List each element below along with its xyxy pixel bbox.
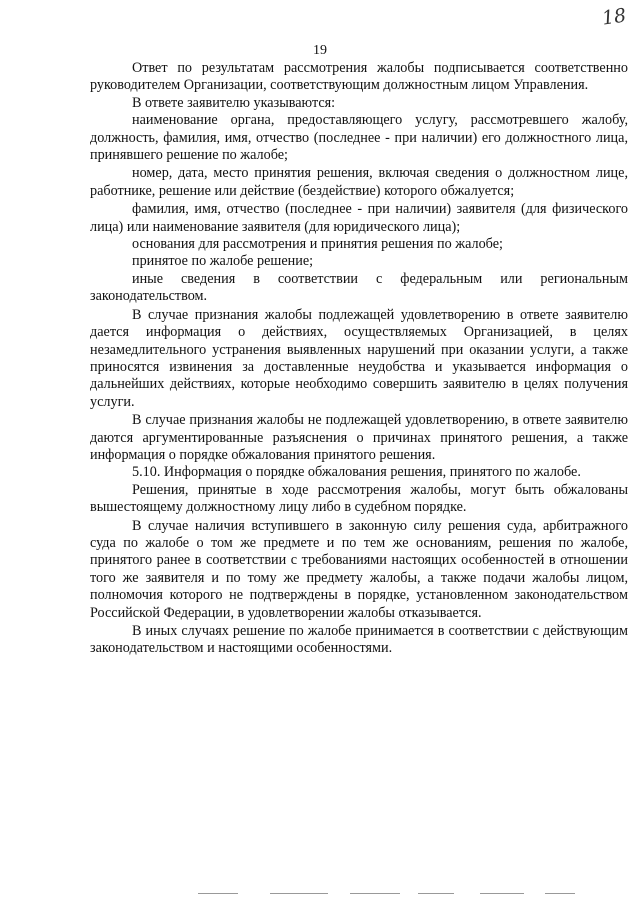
list-item-authority-name: наименование органа, предоставляющего услугу, рассмотревшего жалобу, должность, фамилия, имя, отчество (последнее - при наличии) его должностного лица, принявшего решение по жалобе; <box>90 112 628 164</box>
paragraph-response-contents-intro: В ответе заявителю указываются: <box>132 94 336 111</box>
footer-scan-artifacts <box>150 893 600 897</box>
list-item-applicant-name: фамилия, имя, отчество (последнее - при наличии) заявителя (для физического лица) или наименование заявителя (для юридического лица); <box>90 201 628 235</box>
section-heading-5-10: 5.10. Информация о порядке обжалования решения, принятого по жалобе. <box>132 464 581 481</box>
paragraph-complaint-rejected: В случае признания жалобы не подлежащей удовлетворению, в ответе заявителю даются аргументированные разъяснения о причинах принятого решения, а также информация о порядке обжалования принятого решения. <box>90 412 628 463</box>
paragraph-response-signature: Ответ по результатам рассмотрения жалобы подписывается соответственно руководителем Организации, соответствующим должностным лицом Управления. <box>90 60 628 94</box>
list-item-decision-details: номер, дата, место принятия решения, включая сведения о должностном лице, работнике, решение или действие (бездействие) которого обжалуется; <box>90 165 628 199</box>
handwritten-sheet-number: 18 <box>600 4 628 30</box>
paragraph-appeal-order: Решения, принятые в ходе рассмотрения жалобы, могут быть обжалованы вышестоящему должностному лицу либо в судебном порядке. <box>90 481 628 516</box>
page-number: 19 <box>313 43 327 58</box>
paragraph-other-cases: В иных случаях решение по жалобе принимается в соответствии с действующим законодательством и настоящими особенностями. <box>90 623 628 657</box>
paragraph-refusal-cases: В случае наличия вступившего в законную силу решения суда, арбитражного суда по жалобе о том же предмете и по тем же основаниям, решения по жалобе, принятого ранее в соответствии с требованиями настоящих особенностей в отношении того же заявителя и по тому же предмету жалобы, а также подачи жалобы лицом, полномочия которого не подтверждены в порядке, установленном законодательством Российской Федерации, в удовлетворении жалобы отказывается. <box>90 517 628 621</box>
list-item-decision: принятое по жалобе решение; <box>132 253 314 270</box>
paragraph-complaint-satisfied: В случае признания жалобы подлежащей удовлетворению в ответе заявителю дается информация о действиях, осуществляемых Организацией, в целях незамедлительного устранения выявленных нарушений при оказании услуги, а также приносятся извинения за доставленные неудобства и указывается информация о дальнейших действиях, которые необходимо совершить заявителю в целях получения услуги. <box>90 306 628 410</box>
document-body <box>90 60 628 658</box>
list-item-other-info: иные сведения в соответствии с федеральным или региональным законодательством. <box>90 270 628 305</box>
list-item-grounds: основания для рассмотрения и принятия решения по жалобе; <box>132 236 503 253</box>
